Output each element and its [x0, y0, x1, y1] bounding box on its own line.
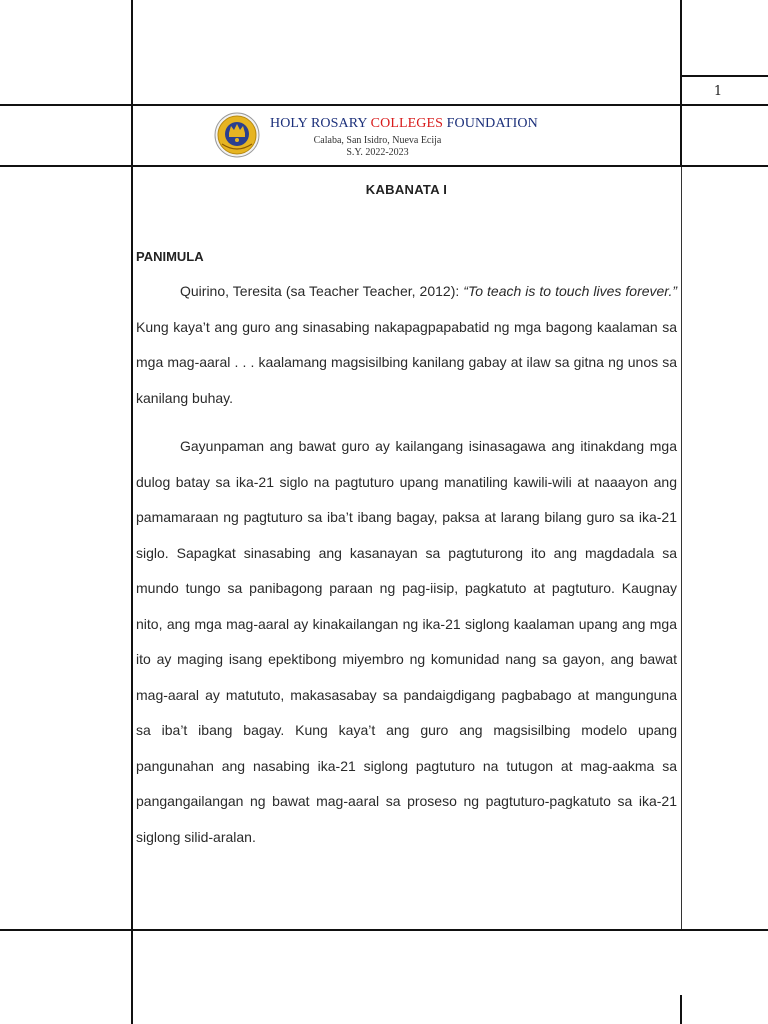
- chapter-title: KABANATA I: [365, 182, 448, 197]
- school-year: S.Y. 2022-2023: [346, 147, 409, 158]
- page-number-box-line: [680, 75, 768, 77]
- letterhead: [210, 110, 610, 162]
- right-margin-line-bottom: [680, 995, 682, 1024]
- paragraph-1-quote: “To teach is to touch lives forever.”: [463, 283, 678, 299]
- paragraph-2: [136, 429, 677, 855]
- paragraph-1: [136, 274, 677, 416]
- paragraph-1-rest: Kung kaya’t ang guro ang sinasabing nakapagpapabatid ng mga bagong kaalaman sa mga mag-aaral . . . kaalamang magsisilbing kanilang gabay at ilaw sa gitna ng unos sa kanilang buhay.: [136, 318, 677, 406]
- section-heading: PANIMULA: [136, 249, 204, 264]
- school-address-block: [265, 135, 490, 159]
- school-name: HOLY ROSARY COLLEGES FOUNDATION: [270, 116, 538, 131]
- school-address: Calaba, San Isidro, Nueva Ecija: [313, 135, 442, 146]
- left-margin-line: [131, 0, 133, 1024]
- paragraph-2-text: Gayunpaman ang bawat guro ay kailangang isinasagawa ang itinakdang mga dulog batay sa ika-21 siglo na pagtuturo upang manatiling kawili-wili at naaayon ang pamamaraan ng pagtuturo sa iba’t ibang bagay, paksa at larang bilang guro sa ika-21 siglo. Sapagkat sinasabing ang kasanayan sa pagtuturong ito ang magdadala sa mundo tungo sa panibagong paraan ng pag-iisip, pagkatuto at pagtuturo. Kaugnay nito, ang mga mag-aaral ay kinakailangan ng ika-21 siglong kaalaman upang ang mga ito ay maging isang epektibong miyembro ng komunidad nang sa gayon, ang bawat mag-aaral ay matututo, makasasabay sa pandaigdigang pagbabago at mangunguna sa iba’t ibang bagay. Kung kaya’t ang guro ang magsisilbing modelo upang pangunahan ang nasabing ika-21 siglong pagtuturo na tutugon at mag-aakma sa pangangailangan ng bawat mag-aaral sa proseso ng pagtuturo-pagkatuto sa ika-21 siglong silid-aralan.: [136, 438, 677, 845]
- right-margin-line-top: [680, 0, 682, 165]
- header-divider-line: [0, 165, 768, 167]
- paragraph-1-lead: Quirino, Teresita (sa Teacher Teacher, 2012):: [180, 283, 464, 299]
- top-margin-line: [0, 104, 768, 106]
- page-number: 1: [713, 84, 723, 99]
- right-margin-line: [681, 165, 682, 930]
- school-seal-icon: [214, 112, 260, 158]
- bottom-margin-line: [0, 929, 768, 931]
